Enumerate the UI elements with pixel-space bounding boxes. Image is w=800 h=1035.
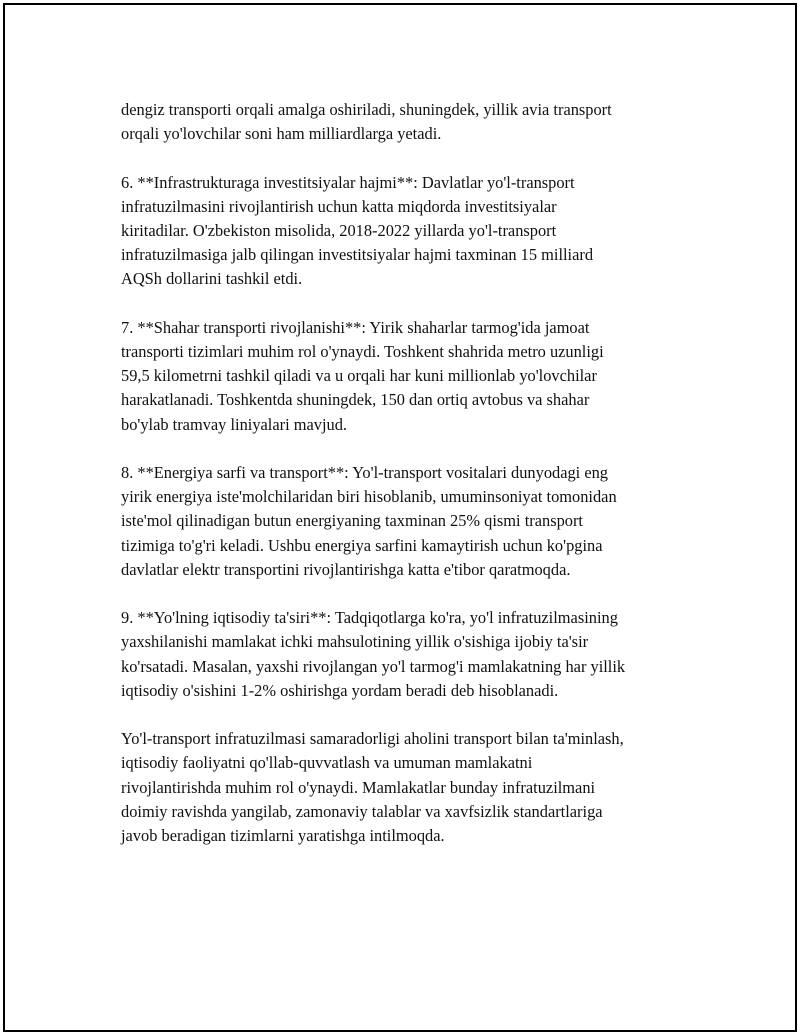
text-line: yaxshilanishi mamlakat ichki mahsulotining yillik o'sishiga ijobiy ta'sir: [121, 632, 589, 652]
paragraph-item-6: [121, 171, 696, 292]
page-frame: [3, 3, 797, 1032]
paragraph-item-8: [121, 461, 696, 582]
text-line: bo'ylab tramvay liniyalari mavjud.: [121, 414, 347, 434]
text-line: orqali yo'lovchilar soni ham milliardlarga yetadi.: [121, 124, 442, 144]
paragraph-item-7: [121, 316, 696, 437]
text-line: infratuzilmasiga jalb qilingan investitsiyalar hajmi taxminan 15 milliard: [121, 245, 594, 265]
text-line: javob beradigan tizimlarni yaratishga intilmoqda.: [121, 826, 445, 846]
text-line: AQSh dollarini tashkil etdi.: [121, 269, 303, 289]
text-line: transporti tizimlari muhim rol o'ynaydi. Toshkent shahrida metro uzunligi: [121, 342, 604, 361]
text-line: 7. **Shahar transporti rivojlanishi**: Yirik shaharlar tarmog'ida jamoat: [121, 317, 590, 337]
document-body: [121, 98, 696, 872]
paragraph-conclusion: [121, 727, 696, 848]
paragraph-intro-continuation: [121, 98, 696, 146]
text-line: harakatlanadi. Toshkentda shuningdek, 150 dan ortiq avtobus va shahar: [121, 390, 590, 410]
text-line: ko'rsatadi. Masalan, yaxshi rivojlangan yo'l tarmog'i mamlakatning har yillik: [121, 656, 626, 676]
text-line: tizimiga to'g'ri keladi. Ushbu energiya sarfini kamaytirish uchun ko'pgina: [121, 535, 603, 555]
text-line: 59,5 kilometrni tashkil qiladi va u orqali har kuni millionlab yo'lovchilar: [121, 366, 597, 386]
text-line: infratuzilmasini rivojlantirish uchun katta miqdorda investitsiyalar: [121, 196, 557, 216]
text-line: 6. **Infrastrukturaga investitsiyalar hajmi**: Davlatlar yo'l-transport: [121, 172, 575, 192]
text-line: yirik energiya iste'molchilaridan biri hisoblanib, umuminsoniyat tomonidan: [121, 487, 617, 507]
paragraph-item-9: [121, 606, 696, 703]
text-line: iqtisodiy faoliyatni qo'llab-quvvatlash va umuman mamlakatni: [121, 753, 533, 773]
text-line: iqtisodiy o'sishini 1-2% oshirishga yordam beradi deb hisoblanadi.: [121, 680, 559, 700]
text-line: rivojlantirishda muhim rol o'ynaydi. Mamlakatlar bunday infratuzilmani: [121, 777, 596, 797]
text-line: Yo'l-transport infratuzilmasi samaradorligi aholini transport bilan ta'minlash,: [121, 729, 624, 749]
text-line: dengiz transporti orqali amalga oshiriladi, shuningdek, yillik avia transport: [121, 100, 612, 119]
text-line: 9. **Yo'lning iqtisodiy ta'siri**: Tadqiqotlarga ko'ra, yo'l infratuzilmasining: [121, 608, 618, 628]
text-line: doimiy ravishda yangilab, zamonaviy talablar va xavfsizlik standartlariga: [121, 801, 603, 821]
text-line: 8. **Energiya sarfi va transport**: Yo'l-transport vositalari dunyodagi eng: [121, 463, 608, 482]
text-line: davlatlar elektr transportini rivojlantirishga katta e'tibor qaratmoqda.: [121, 559, 571, 579]
text-line: iste'mol qilinadigan butun energiyaning taxminan 25% qismi transport: [121, 511, 583, 531]
text-line: kiritadilar. O'zbekiston misolida, 2018-2022 yillarda yo'l-transport: [121, 221, 557, 240]
